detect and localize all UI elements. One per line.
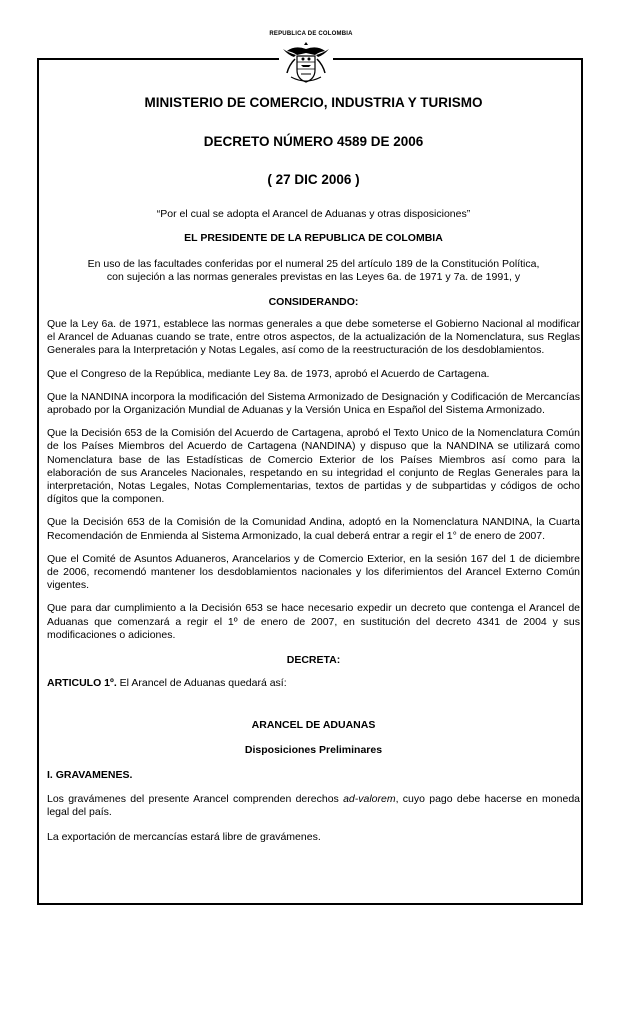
consideration-paragraph: Que la Decisión 653 de la Comisión del Acuerdo de Cartagena, aprobó el Texto Unico de la Nomenclatura Común de los Países Miembros del Acuerdo de Cartagena (NANDINA) y dispuso que la NANDINA se utilizará como Nomenclatura base de las Estadísticas de Comercio Exterior de los Países Miembros así como para la elaboración de sus Aranceles Nacionales, respetando en su integridad el conjunto de Reglas Generales para la interpretación, Notas Legales, Notas Complementarias, textos de partidas y de subpartidas y códigos de ocho dígitos que la componen. bbox=[47, 427, 580, 506]
article-text: El Arancel de Aduanas quedará así: bbox=[116, 677, 287, 690]
usage-clause bbox=[47, 258, 580, 284]
preliminary-provisions-title: Disposiciones Preliminares bbox=[244, 744, 383, 757]
tax-text-before: Los gravámenes del presente Arancel comprenden derechos bbox=[47, 793, 344, 806]
coat-of-arms-seal bbox=[279, 39, 333, 85]
decreta-heading: DECRETA: bbox=[286, 654, 341, 667]
coat-of-arms-icon bbox=[279, 39, 333, 85]
article-label: ARTICULO 1º. bbox=[47, 677, 117, 690]
tax-paragraph bbox=[47, 793, 580, 819]
decree-number: DECRETO NÚMERO 4589 DE 2006 bbox=[203, 134, 424, 149]
president-heading: EL PRESIDENTE DE LA REPUBLICA DE COLOMBIA bbox=[184, 232, 443, 244]
consideration-paragraph: Que la NANDINA incorpora la modificación del Sistema Armonizado de Designación y Codificación de Mercancías aprobado por la Organización Mundial de Aduanas y la Versión Unica en Español del Sistema Armonizado. bbox=[47, 390, 580, 417]
consideration-paragraph: Que la Decisión 653 de la Comisión de la Comunidad Andina, adoptó en la Nomenclatura NANDINA, la Cuarta Recomendación de Enmienda al Sistema Armonizado, la cual deberá entrar a regir el 1° de enero de 2007. bbox=[47, 516, 580, 542]
document-body bbox=[47, 95, 580, 845]
considering-heading: CONSIDERANDO: bbox=[268, 296, 359, 308]
section-gravamenes-title: I. GRAVAMENES. bbox=[47, 769, 133, 782]
consideration-paragraph: Que el Congreso de la República, mediante Ley 8a. de 1973, aprobó el Acuerdo de Cartagena. bbox=[47, 367, 490, 380]
tax-text-italic: ad-valorem bbox=[343, 793, 396, 806]
consideration-paragraph: Que la Ley 6a. de 1971, establece las normas generales a que debe someterse el Gobierno Nacional al modificar el Arancel de Aduanas cuando se trate, entre otros aspectos, de la actualización de la Nomenclatura, sus Reglas Generales para la Interpretación y Notas Legales, así como de la reestructuración de los desdoblamientos. bbox=[47, 318, 580, 357]
decree-date: ( 27 DIC 2006 ) bbox=[267, 172, 360, 187]
tax-text-after: , cuyo pago debe hacerse en moneda legal del país. bbox=[47, 793, 581, 819]
article-1 bbox=[47, 677, 580, 689]
export-paragraph: La exportación de mercancías estará libre de gravámenes. bbox=[47, 831, 321, 844]
consideration-paragraph: Que el Comité de Asuntos Aduaneros, Arancelarios y de Comercio Exterior, en la sesión 167 del 1 de diciembre de 2006, recomendó mantener los desdoblamientos nacionales y los diferimientos del Arancel Externo Común vigentes. bbox=[47, 552, 580, 592]
usage-line-2: con sujeción a las normas generales previstas en las Leyes 6a. de 1971 y 7a. de 1991, y bbox=[106, 271, 521, 283]
country-label: REPUBLICA DE COLOMBIA bbox=[269, 31, 353, 37]
consideration-paragraph: Que para dar cumplimiento a la Decisión 653 se hace necesario expedir un decreto que contenga el Arancel de Aduanas que comenzará a regir el 1º de enero de 2007, en sustitución del decreto 4341 de 2004 y sus modificaciones o adiciones. bbox=[47, 602, 580, 641]
arancel-title: ARANCEL DE ADUANAS bbox=[251, 719, 376, 732]
decree-subtitle: “Por el cual se adopta el Arancel de Aduanas y otras disposiciones” bbox=[156, 208, 471, 220]
ministry-title: MINISTERIO DE COMERCIO, INDUSTRIA Y TURISMO bbox=[144, 95, 483, 110]
usage-line-1: En uso de las facultades conferidas por el numeral 25 del artículo 189 de la Constitución Política, bbox=[87, 258, 540, 270]
